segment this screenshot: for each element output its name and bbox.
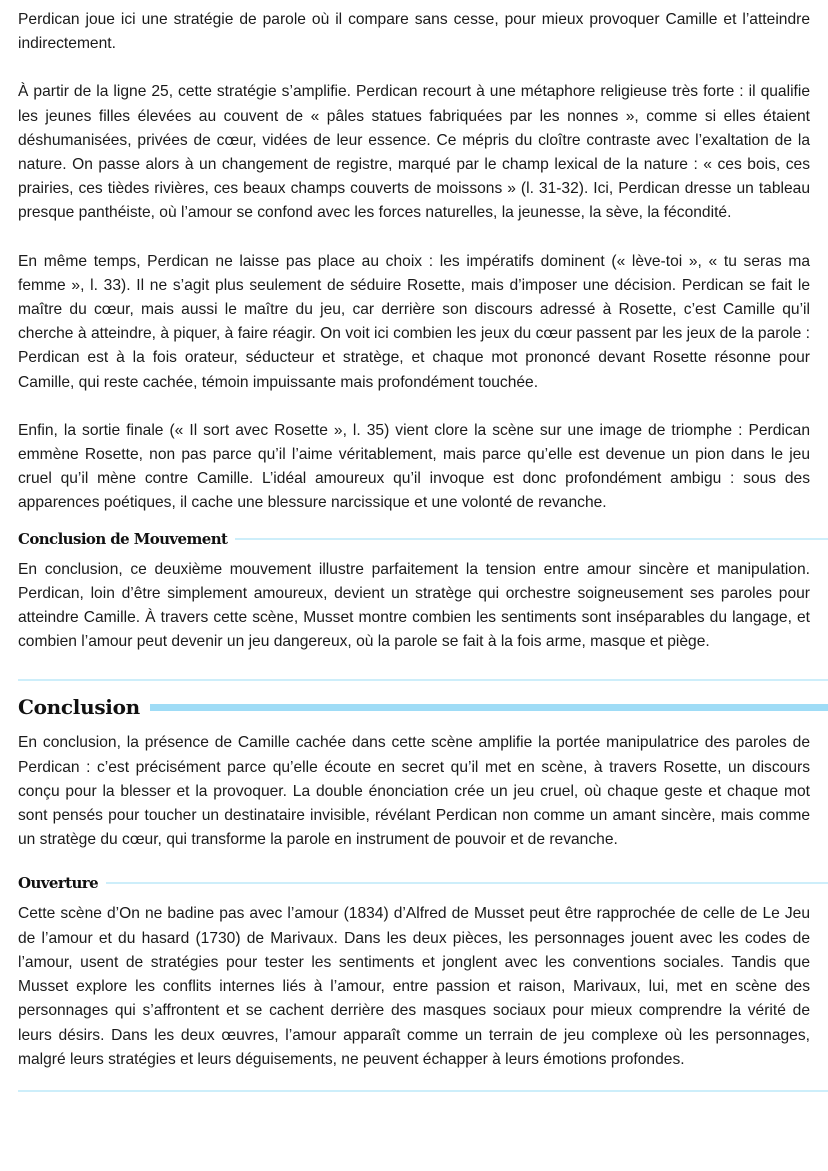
section-heading-ouverture	[18, 874, 828, 892]
section-divider	[18, 679, 828, 681]
paragraph: En conclusion, la présence de Camille cachée dans cette scène amplifie la portée manipulatrice des paroles de Perdican : c’est précisément parce qu’elle écoute en secret qu’il met en scène, à travers Rosette, un discours conçu pour la blesser et la provoquer. La double énonciation crée un jeu cruel, où chaque geste et chaque mot sont pensés pour toucher un destinataire invisible, révélant Perdican non comme un amant sincère, mais comme un stratège du cœur, qui transforme la parole en instrument de pouvoir et de revanche.	[18, 734, 810, 849]
heading-rule	[235, 538, 828, 540]
heading-bar	[150, 704, 828, 711]
document-body	[18, 8, 810, 1092]
paragraph: Perdican joue ici une stratégie de parole où il compare sans cesse, pour mieux provoquer Camille et l’atteindre indirectement.	[18, 11, 810, 53]
heading-text: Conclusion	[18, 695, 140, 720]
paragraph: En même temps, Perdican ne laisse pas place au choix : les impératifs dominent (« lève-toi », « tu seras ma femme », l. 33). Il ne s’agit plus seulement de séduire Rosette, mais d’imposer une décision. Perdican se fait le maître du cœur, mais aussi le maître du jeu, car derrière son discours adressé à Rosette, c’est Camille qu’il cherche à atteindre, à piquer, à faire réagir. On voit ici combien les jeux du cœur passent par les jeux de la parole : Perdican est à la fois orateur, séducteur et stratège, et chaque mot prononcé devant Rosette résonne pour Camille, qui reste cachée, témoin impuissante mais profondément touchée.	[18, 252, 810, 391]
section-heading-conclusion	[18, 695, 828, 719]
heading-rule	[106, 882, 828, 884]
section-heading-conclusion-mouvement	[18, 530, 828, 548]
paragraph: En conclusion, ce deuxième mouvement illustre parfaitement la tension entre amour sincère et manipulation. Perdican, loin d’être simplement amoureux, devient un stratège qui orchestre soigneusement ses paroles pour atteindre Camille. À travers cette scène, Musset montre combien les sentiments sont inséparables du langage, et combien l’amour peut devenir un jeu dangereux, où la parole se fait à la fois arme, masque et piège.	[18, 560, 810, 651]
paragraph: Cette scène d’On ne badine pas avec l’amour (1834) d’Alfred de Musset peut être rapprochée de celle de Le Jeu de l’amour et du hasard (1730) de Marivaux. Dans les deux pièces, les personnages jouent avec les codes de l’amour, usent de stratégies pour tester les sentiments et jonglent avec les conventions sociales. Tandis que Musset explore les conflits internes liés à l’amour, entre passion et raison, Marivaux, lui, met en scène des personnages qui s’affrontent et se cachent derrière des masques sociaux pour mieux comprendre la vérité de leurs désirs. Dans les deux œuvres, l’amour apparaît comme un terrain de jeu complexe où les personnages, malgré leurs stratégies et leurs déguisements, ne peuvent échapper à leurs émotions profondes.	[18, 905, 810, 1068]
heading-text: Conclusion de Mouvement	[18, 529, 228, 548]
section-divider	[18, 1090, 828, 1092]
heading-text: Ouverture	[18, 874, 99, 893]
paragraph: Enfin, la sortie finale (« Il sort avec Rosette », l. 35) vient clore la scène sur une image de triomphe : Perdican emmène Rosette, non pas parce qu’il l’aime véritablement, mais parce qu’elle est devenue un pion dans le jeu cruel qu’il mène contre Camille. L’idéal amoureux qu’il invoque est donc profondément ambigu : sous des apparences poétiques, il cache une blessure narcissique et une volonté de revanche.	[18, 421, 810, 512]
paragraph: À partir de la ligne 25, cette stratégie s’amplifie. Perdican recourt à une métaphore religieuse très forte : il qualifie les jeunes filles élevées au couvent de « pâles statues fabriquées par les nonnes », comme si elles étaient déshumanisées, privées de cœur, vidées de leur essence. Ce mépris du cloître contraste avec l’exaltation de la nature. On passe alors à un changement de registre, marqué par le champ lexical de la nature : « ces bois, ces prairies, ces tièdes rivières, ces beaux champs couverts de moissons » (l. 31-32). Ici, Perdican dresse un tableau presque panthéiste, où l’amour se confond avec les forces naturelles, la jeunesse, la sève, la fécondité.	[18, 83, 810, 222]
